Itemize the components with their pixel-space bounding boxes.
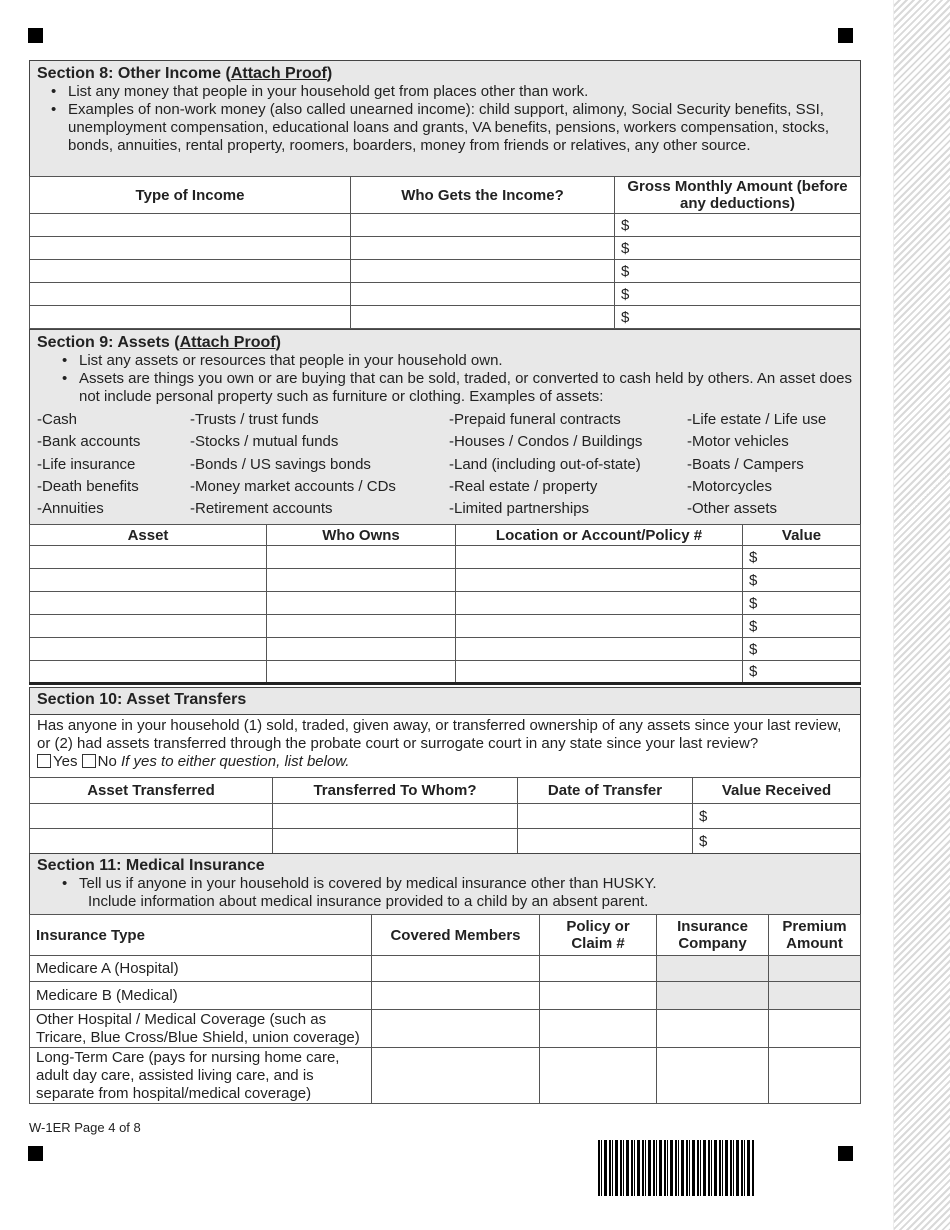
currency-symbol: $ — [749, 571, 758, 589]
asset-example: -Life estate / Life use — [687, 411, 827, 428]
question-text: Has anyone in your household (1) sold, traded, given away, or transferred ownership of any assets since your last review, or (2) had assets transferred through the probate court or surrogate court in any state since your last review? — [37, 717, 842, 752]
registration-mark — [28, 28, 43, 43]
barcode — [598, 1140, 754, 1196]
asset-example: -Real estate / property — [449, 477, 598, 495]
col-header: Insurance Type — [30, 915, 372, 956]
col-header: Date of Transfer — [518, 778, 693, 804]
input-cell[interactable] — [267, 546, 456, 569]
asset-example: -Houses / Condos / Buildings — [449, 433, 643, 451]
input-cell[interactable] — [743, 661, 861, 684]
input-cell[interactable] — [372, 982, 540, 1010]
input-cell[interactable] — [351, 237, 615, 260]
col-header: Policy or Claim # — [540, 915, 657, 956]
input-cell[interactable] — [30, 260, 351, 283]
input-cell[interactable] — [267, 569, 456, 592]
input-cell[interactable] — [30, 283, 351, 306]
section-11-header — [29, 853, 861, 915]
insurance-type: Medicare B (Medical) — [30, 982, 372, 1010]
input-cell[interactable] — [30, 237, 351, 260]
input-cell[interactable] — [30, 661, 267, 684]
table-row — [30, 283, 861, 306]
input-cell[interactable] — [743, 546, 861, 569]
section-8-header — [29, 60, 861, 177]
bullet-continuation: Include information about medical insurance provided to a child by an absent parent. — [88, 893, 649, 910]
input-cell[interactable] — [273, 804, 518, 829]
table-row — [30, 1010, 861, 1048]
insurance-type: Other Hospital / Medical Coverage (such as Tricare, Blue Cross/Blue Shield, union coverage) — [30, 1010, 372, 1048]
input-cell[interactable] — [657, 982, 769, 1010]
asset-example: -Bonds / US savings bonds — [190, 455, 371, 473]
input-cell[interactable] — [693, 804, 861, 829]
input-cell[interactable] — [30, 638, 267, 661]
col-header: Who Owns — [267, 525, 456, 546]
table-row — [30, 638, 861, 661]
input-cell[interactable] — [518, 804, 693, 829]
currency-symbol: $ — [699, 807, 708, 825]
section-11-title: Section 11: Medical Insurance — [37, 857, 265, 874]
currency-symbol: $ — [621, 239, 630, 257]
input-cell[interactable] — [743, 638, 861, 661]
input-cell[interactable] — [518, 829, 693, 854]
input-cell[interactable] — [769, 1048, 861, 1104]
currency-symbol: $ — [621, 308, 630, 326]
input-cell[interactable] — [351, 260, 615, 283]
table-row — [30, 306, 861, 329]
bullet: • Tell us if anyone in your household is covered by medical insurance other than HUSKY. — [79, 875, 853, 893]
input-cell[interactable] — [30, 592, 267, 615]
input-cell[interactable] — [456, 592, 743, 615]
table-row — [30, 615, 861, 638]
input-cell[interactable] — [540, 982, 657, 1010]
bullet: • List any money that people in your household get from places other than work. — [68, 83, 853, 101]
col-header: Location or Account/Policy # — [456, 525, 743, 546]
table-row — [30, 237, 861, 260]
asset-example: -Cash — [37, 411, 78, 428]
col-header: Insurance Company — [657, 915, 769, 956]
input-cell[interactable] — [372, 956, 540, 982]
asset-example: -Limited partnerships — [449, 500, 590, 518]
table-row — [30, 661, 861, 684]
input-cell[interactable] — [30, 615, 267, 638]
input-cell[interactable] — [657, 1010, 769, 1048]
bullet: • Assets are things you own or are buying that can be sold, traded, or converted to cash held by others. An asset does not include personal property such as furniture or clothing. Examples of assets: — [79, 370, 853, 406]
table-row — [30, 829, 861, 854]
currency-symbol: $ — [749, 548, 758, 566]
input-cell[interactable] — [615, 260, 861, 283]
asset-example: -Money market accounts / CDs — [190, 477, 396, 495]
input-cell[interactable] — [743, 569, 861, 592]
currency-symbol: $ — [699, 832, 708, 850]
attach-proof-link: Attach Proof — [230, 65, 327, 82]
input-cell[interactable] — [540, 1048, 657, 1104]
section-10-header — [29, 687, 861, 715]
col-header: Transferred To Whom? — [273, 778, 518, 804]
col-header: Gross Monthly Amount (before any deductions) — [615, 177, 861, 214]
input-cell[interactable] — [769, 982, 861, 1010]
col-header: Covered Members — [372, 915, 540, 956]
no-checkbox[interactable] — [82, 754, 96, 768]
col-header: Value Received — [693, 778, 861, 804]
input-cell[interactable] — [30, 569, 267, 592]
input-cell[interactable] — [615, 283, 861, 306]
page-edge-strip — [893, 0, 950, 1230]
col-header: Type of Income — [30, 177, 351, 214]
input-cell[interactable] — [743, 592, 861, 615]
asset-example: -Stocks / mutual funds — [190, 433, 339, 451]
table-row — [30, 982, 861, 1010]
bullet: • Examples of non-work money (also called unearned income): child support, alimony, Social Security benefits, SSI, unemployment compensation, educational loans and grants, VA benefits, pensions, workers compensation, stocks, bonds, annuities, rental property, roomers, boarders, money from friends or relatives, any other source. — [68, 101, 853, 155]
input-cell[interactable] — [540, 956, 657, 982]
col-header: Premium Amount — [769, 915, 861, 956]
input-cell[interactable] — [540, 1010, 657, 1048]
section-10-title: Section 10: Asset Transfers — [37, 691, 247, 708]
insurance-type: Medicare A (Hospital) — [30, 956, 372, 982]
currency-symbol: $ — [749, 640, 758, 658]
input-cell[interactable] — [30, 214, 351, 237]
input-cell[interactable] — [615, 306, 861, 329]
table-row — [30, 546, 861, 569]
input-cell[interactable] — [267, 638, 456, 661]
yes-label: Yes — [53, 753, 78, 770]
asset-example: -Life insurance — [37, 455, 136, 473]
table-row — [30, 592, 861, 615]
input-cell[interactable] — [456, 546, 743, 569]
asset-example: -Other assets — [687, 500, 778, 518]
table-row — [30, 260, 861, 283]
currency-symbol: $ — [621, 216, 630, 234]
currency-symbol: $ — [749, 594, 758, 612]
table-row — [30, 214, 861, 237]
input-cell[interactable] — [351, 214, 615, 237]
section-8-title: Section 8: Other Income (Attach Proof) — [37, 65, 333, 82]
input-cell[interactable] — [267, 615, 456, 638]
input-cell[interactable] — [456, 569, 743, 592]
medical-insurance-table — [29, 914, 861, 1104]
input-cell[interactable] — [743, 615, 861, 638]
registration-mark — [838, 1146, 853, 1161]
input-cell[interactable] — [267, 661, 456, 684]
input-cell[interactable] — [456, 615, 743, 638]
input-cell[interactable] — [30, 804, 273, 829]
asset-example: -Trusts / trust funds — [190, 411, 319, 428]
input-cell[interactable] — [693, 829, 861, 854]
asset-example: -Land (including out-of-state) — [449, 455, 641, 473]
input-cell[interactable] — [657, 1048, 769, 1104]
input-cell[interactable] — [456, 661, 743, 684]
section-10-question — [29, 714, 861, 778]
col-header: Asset Transferred — [30, 778, 273, 804]
registration-mark — [28, 1146, 43, 1161]
asset-example: -Bank accounts — [37, 433, 141, 451]
asset-transfers-table — [29, 777, 861, 854]
input-cell[interactable] — [372, 1048, 540, 1104]
input-cell[interactable] — [30, 829, 273, 854]
asset-example: -Motor vehicles — [687, 433, 789, 451]
input-cell[interactable] — [267, 592, 456, 615]
currency-symbol: $ — [621, 285, 630, 303]
registration-mark — [838, 28, 853, 43]
input-cell[interactable] — [273, 829, 518, 854]
col-header: Value — [743, 525, 861, 546]
input-cell[interactable] — [30, 306, 351, 329]
no-label: No — [97, 753, 117, 770]
asset-example: -Prepaid funeral contracts — [449, 411, 621, 428]
table-row — [30, 569, 861, 592]
asset-example: -Boats / Campers — [687, 455, 804, 473]
other-income-table — [29, 176, 861, 329]
yes-checkbox[interactable] — [37, 754, 51, 768]
section-9-title: Section 9: Assets (Attach Proof) — [37, 334, 281, 351]
input-cell[interactable] — [351, 283, 615, 306]
insurance-type: Long-Term Care (pays for nursing home care, adult day care, assisted living care, and is separate from hospital/medical coverage) — [30, 1048, 372, 1104]
input-cell[interactable] — [372, 1010, 540, 1048]
input-cell[interactable] — [657, 956, 769, 982]
page-number: W-1ER Page 4 of 8 — [29, 1120, 141, 1135]
currency-symbol: $ — [621, 262, 630, 280]
assets-table — [29, 524, 861, 685]
instruction-text: If yes to either question, list below. — [121, 753, 350, 770]
col-header: Who Gets the Income? — [351, 177, 615, 214]
table-row — [30, 1048, 861, 1104]
input-cell[interactable] — [615, 237, 861, 260]
input-cell[interactable] — [615, 214, 861, 237]
currency-symbol: $ — [749, 617, 758, 635]
table-row — [30, 956, 861, 982]
input-cell[interactable] — [456, 638, 743, 661]
input-cell[interactable] — [351, 306, 615, 329]
asset-example: -Motorcycles — [687, 477, 773, 495]
asset-example: -Retirement accounts — [190, 500, 333, 518]
col-header: Asset — [30, 525, 267, 546]
currency-symbol: $ — [749, 663, 758, 680]
table-row — [30, 804, 861, 829]
input-cell[interactable] — [769, 956, 861, 982]
bullet: • List any assets or resources that people in your household own. — [79, 352, 853, 370]
input-cell[interactable] — [30, 546, 267, 569]
asset-example: -Death benefits — [37, 477, 139, 495]
asset-example: -Annuities — [37, 500, 104, 518]
input-cell[interactable] — [769, 1010, 861, 1048]
attach-proof-link: Attach Proof — [179, 334, 276, 351]
